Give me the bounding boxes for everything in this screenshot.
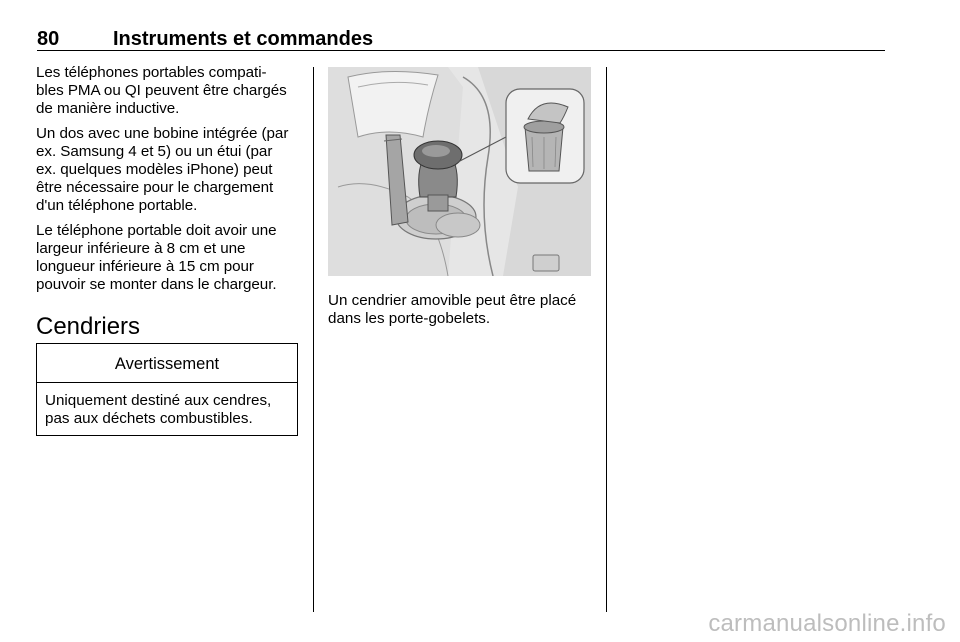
- column-divider-2: [606, 67, 607, 612]
- text-line: de manière inductive.: [36, 100, 180, 117]
- text-line: largeur inférieure à 8 cm et une: [36, 240, 246, 257]
- warning-title: Avertissement: [37, 344, 297, 383]
- text-line: Le téléphone portable doit avoir une: [36, 222, 277, 239]
- text-line: pas aux déchets combustibles.: [45, 410, 253, 427]
- warning-text: [37, 383, 297, 428]
- chapter-title: Instruments et commandes: [113, 28, 374, 50]
- ashtray-illustration: [328, 67, 591, 276]
- paragraph-phone-size: [36, 222, 300, 294]
- paragraph-charging-compatibility: [36, 64, 300, 118]
- column-divider-1: [313, 67, 314, 612]
- figure-caption: [328, 292, 598, 328]
- text-line: Un cendrier amovible peut être placé: [328, 292, 577, 309]
- text-line: ex. quelques modèles iPhone) peut: [36, 161, 273, 178]
- text-line: longueur inférieure à 15 cm pour: [36, 258, 254, 275]
- text-line: dans les porte-gobelets.: [328, 310, 491, 327]
- text-line: être nécessaire pour le chargement: [36, 179, 274, 196]
- text-line: Uniquement destiné aux cendres,: [45, 392, 272, 409]
- text-column-1: [36, 64, 300, 341]
- watermark: carmanualsonline.info: [708, 610, 946, 637]
- text-line: bles PMA ou QI peuvent être chargés: [36, 82, 287, 99]
- page-header: [37, 24, 885, 50]
- section-title-ashtrays: Cendriers: [36, 313, 141, 340]
- page-number: 80: [37, 28, 60, 50]
- header-rule: [37, 50, 885, 51]
- warning-box: [36, 343, 298, 436]
- text-line: Les téléphones portables compati-: [36, 64, 267, 81]
- paragraph-phone-case: [36, 125, 300, 215]
- text-line: d'un téléphone portable.: [36, 197, 198, 214]
- text-line: pouvoir se monter dans le chargeur.: [36, 276, 277, 293]
- text-line: Un dos avec une bobine intégrée (par: [36, 125, 289, 142]
- text-line: ex. Samsung 4 et 5) ou un étui (par: [36, 143, 273, 160]
